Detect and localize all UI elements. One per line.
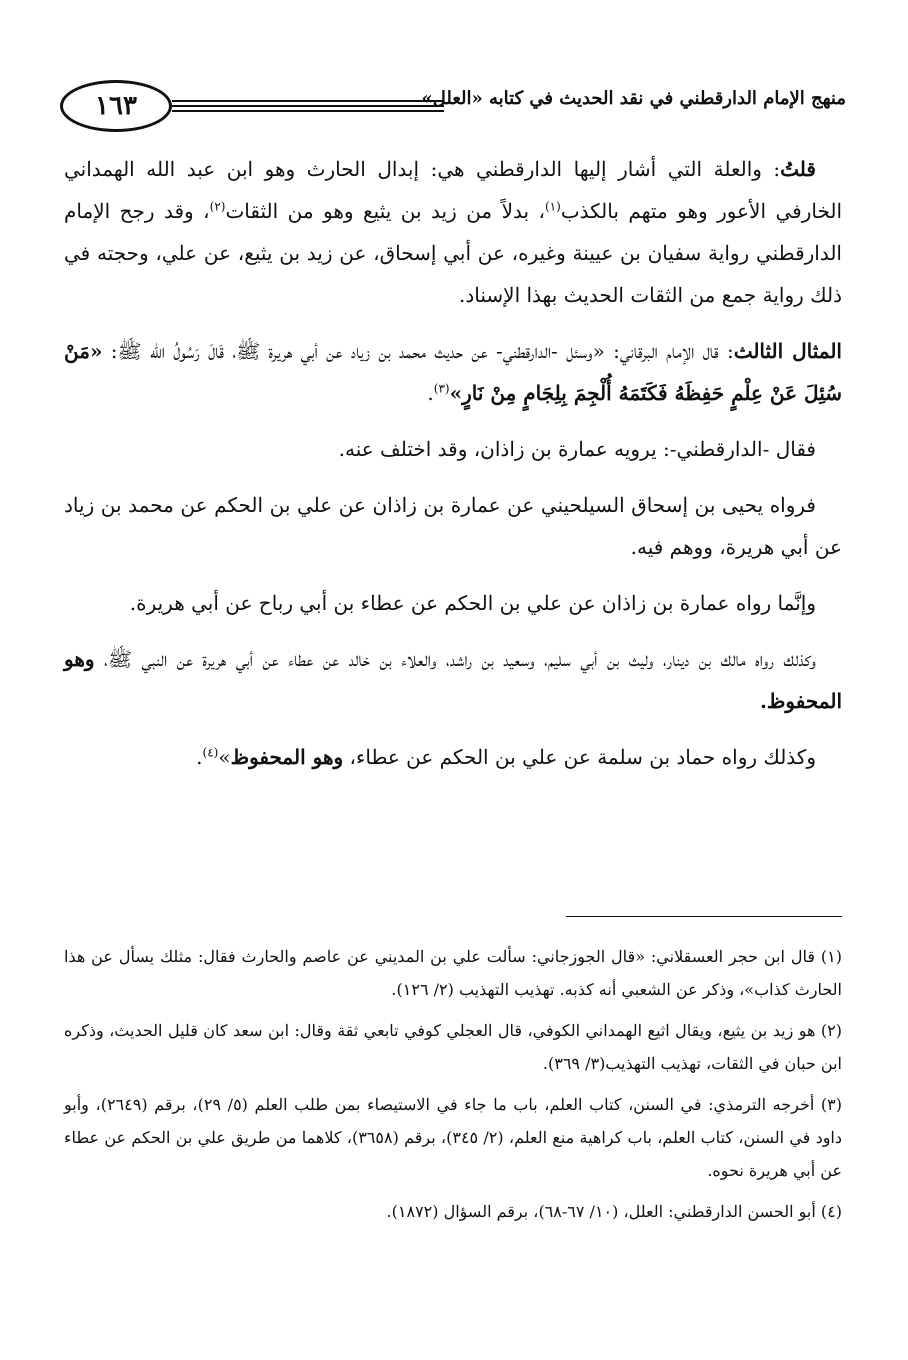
paragraph-7-text: وكذلك رواه حماد بن سلمة عن علي بن الحكم عن عطاء،: [343, 745, 816, 769]
paragraph-1-text-c: ، وقد رجح الإمام الدارقطني رواية سفيان بن عيينة وغيره، عن أبي إسحاق، عن زيد بن يثيع، عن علي، وحجته في ذلك رواية جمع من الثقات الحديث بهذا الإسناد.: [64, 199, 842, 307]
main-text: [64, 148, 842, 792]
footnote-ref-4: (٤): [202, 745, 219, 760]
footnotes: [64, 940, 842, 1236]
header-rule: [172, 100, 444, 112]
page-header: [60, 80, 846, 136]
paragraph-1-text-a: : والعلة التي أشار إليها الدارقطني هي: إبدال الحارث وهو ابن عبد الله الهمداني الخارفي الأعور وهو متهم بالكذب: [64, 157, 843, 223]
paragraph-7-end: .: [196, 745, 203, 769]
paragraph-7-close: »: [218, 745, 231, 769]
paragraph-2-text: : قال الإمام البرقاني: «وسئل -الدارقطني- عن حديث محمد بن زياد عن أبي هريرة ﷺ، قَالَ رَسُولُ الله ﷺ:: [102, 339, 734, 363]
hadith-quote: «مَنْ سُئِلَ عَنْ عِلْمٍ حَفِظَهُ فَكَتَمَهُ أُلْجِمَ بِلِجَامٍ مِنْ نَارٍ»: [64, 339, 842, 405]
footnote-ref-2: (٢): [209, 199, 226, 214]
footnote-4: (٤) أبو الحسن الدارقطني: العلل، (١٠/ ٦٧-٦٨)، برقم السؤال (١٨٧٢).: [386, 1202, 842, 1221]
paragraph-6-bold: وهو المحفوظ.: [64, 647, 842, 713]
page-number: ١٦٣: [95, 91, 137, 121]
paragraph-1-text-b: ، بدلاً من زيد بن يثيع وهو من الثقات: [225, 199, 545, 223]
paragraph-5: وإنَّما رواه عمارة بن زاذان عن علي بن الحكم عن عطاء بن أبي رباح عن أبي هريرة.: [129, 591, 816, 615]
running-title: منهج الإمام الدارقطني في نقد الحديث في كتابه «العلل»: [421, 88, 846, 109]
footnote-ref-3: (٣): [433, 381, 450, 396]
paragraph-4: فرواه يحيى بن إسحاق السيلحيني عن عمارة بن زاذان عن علي بن الحكم عن محمد بن زياد عن أبي هريرة، ووهم فيه.: [64, 493, 842, 559]
page-number-oval: [60, 80, 172, 132]
example-three-label: المثال الثالث: [733, 339, 842, 363]
paragraph-1: [64, 148, 842, 316]
paragraph-6: [64, 638, 842, 722]
paragraph-6-text: وكذلك رواه مالك بن دينار، وليث بن أبي سليم، وسعيد بن راشد، والعلاء بن خالد عن عطاء عن أبي هريرة عن النبي ﷺ،: [94, 647, 816, 671]
paragraph-7: [64, 736, 842, 778]
footnote-separator: [566, 916, 842, 917]
paragraph-2-end: .: [427, 381, 434, 405]
paragraph-3: فقال -الدارقطني-: يرويه عمارة بن زاذان، وقد اختلف عنه.: [338, 437, 816, 461]
paragraph-2: [64, 330, 842, 414]
paragraph-7-bold: وهو المحفوظ: [230, 745, 344, 769]
footnote-2: (٢) هو زيد بن يثيع، ويقال اثيع الهمداني الكوفي، قال العجلي كوفي تابعي ثقة وقال: ابن سعد كان قليل الحديث، وذكره ابن حبان في الثقات، تهذيب التهذيب(٣/ ٣٦٩).: [64, 1021, 843, 1073]
footnote-3: (٣) أخرجه الترمذي: في السنن، كتاب العلم، باب ما جاء في الاستيصاء بمن طلب العلم (٥/ ٢٩)، برقم (٢٦٤٩)، وأبو داود في السنن، كتاب العلم، باب كراهية منع العلم، (٢/ ٣٤٥)، برقم (٣٦٥٨)، كلاهما من طريق علي بن الحكم عن عطاء عن أبي هريرة نحوه.: [64, 1095, 843, 1180]
footnote-1: (١) قال ابن حجر العسقلاني: «قال الجوزجاني: سألت علي بن المديني عن عاصم والحارث فقال: مثلك يسأل عن هذا الحارث كذاب»، وذكر عن الشعبي أنه كذبه. تهذيب التهذيب (٢/ ١٢٦).: [64, 947, 842, 999]
footnote-ref-1: (١): [544, 199, 561, 214]
qultu-label: قلتُ: [780, 157, 816, 181]
